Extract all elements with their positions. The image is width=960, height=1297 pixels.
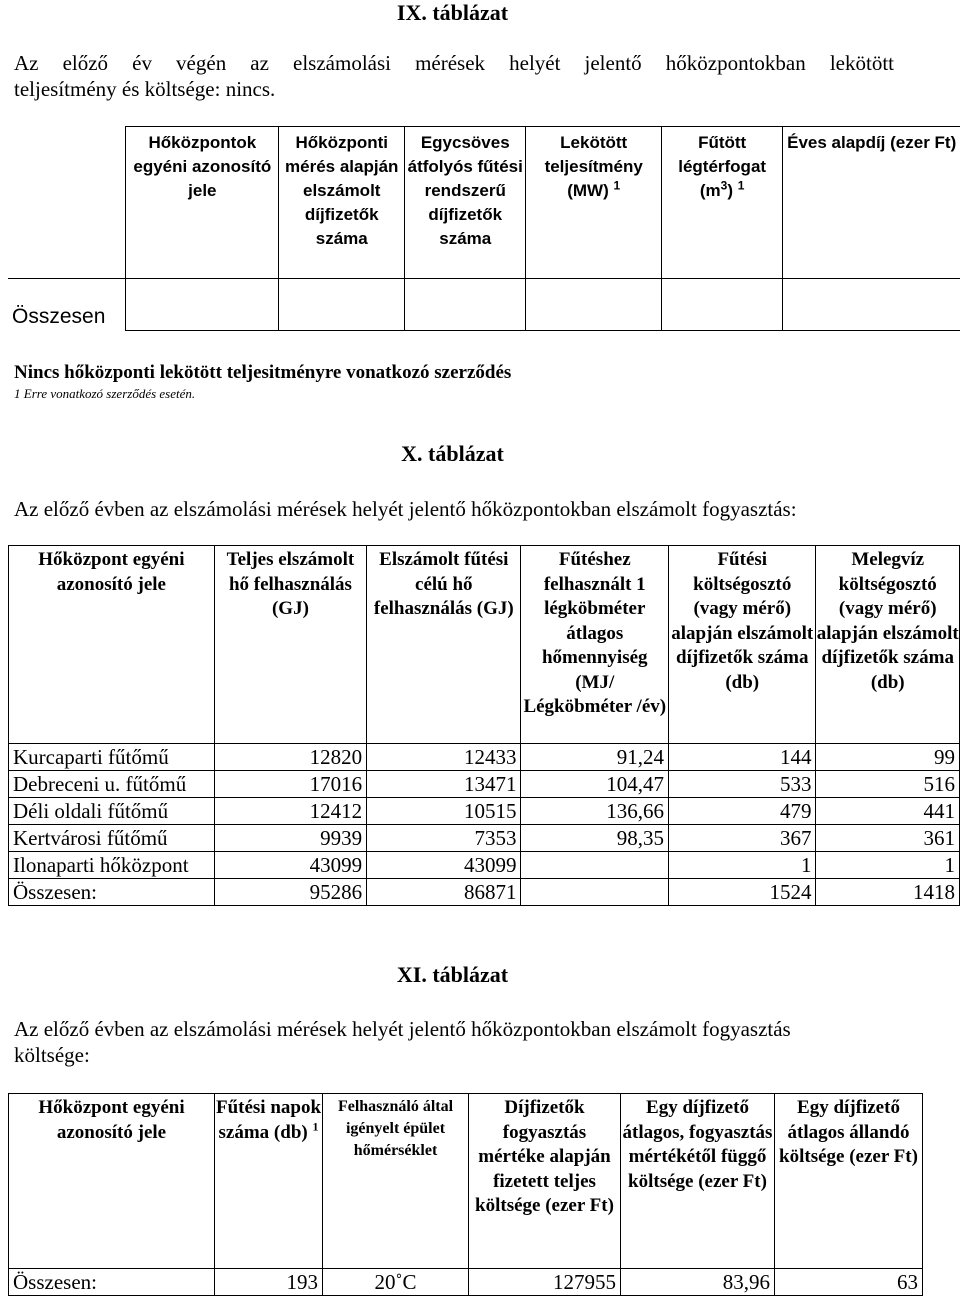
table-9-corner xyxy=(8,127,126,279)
table-10-header-total-heat: Teljes elszámolt hő felhasználás (GJ) xyxy=(214,546,366,744)
table-10-cell: Kurcaparti fűtőmű xyxy=(9,744,215,771)
table-11-cell: 127955 xyxy=(469,1269,621,1296)
table-10-cell: 13471 xyxy=(367,771,521,798)
table-10-cell: 95286 xyxy=(214,879,366,906)
table-10-cell: 91,24 xyxy=(521,744,669,771)
table-10-cell: 86871 xyxy=(367,879,521,906)
table-10-header-id: Hőközpont egyéni azonosító jele xyxy=(9,546,215,744)
table-11-header-id: Hőközpont egyéni azonosító jele xyxy=(9,1094,215,1269)
table-row xyxy=(9,798,960,825)
table-10-cell: 12820 xyxy=(214,744,366,771)
table-9-total-cell xyxy=(661,279,782,331)
table-9-header-capacity: Lekötött teljesítmény (MW) $^1$ xyxy=(526,127,661,279)
table-11 xyxy=(8,1093,923,1296)
table-11-header-avg-fixed-cost: Egy díjfizető átlagos állandó költsége (ezer Ft) xyxy=(775,1094,923,1269)
table-10-cell: 7353 xyxy=(367,825,521,852)
table-10-cell: Összesen: xyxy=(9,879,215,906)
table-10-cell: 1418 xyxy=(816,879,960,906)
table-10-cell: 441 xyxy=(816,798,960,825)
table-10-cell: 479 xyxy=(669,798,816,825)
table-10-title: X. táblázat xyxy=(401,441,504,466)
table-9-header-id: Hőközpontok egyéni azonosító jele xyxy=(126,127,279,279)
table-9-note: Nincs hőközponti lekötött teljesitményre vonatkozó szerződés xyxy=(14,362,512,383)
table-10-cell: Déli oldali fűtőmű xyxy=(9,798,215,825)
table-10-cell: 104,47 xyxy=(521,771,669,798)
table-10-cell: 43099 xyxy=(367,852,521,879)
table-row xyxy=(9,852,960,879)
table-10-cell: 12412 xyxy=(214,798,366,825)
table-10-cell: 1524 xyxy=(669,879,816,906)
table-9-title: IX. táblázat xyxy=(396,0,509,25)
table-10-cell: 516 xyxy=(816,771,960,798)
table-10-cell: 361 xyxy=(816,825,960,852)
table-10-header-heating-payers: Fűtési költségosztó (vagy mérő) alapján elszámolt díjfizetők száma (db) xyxy=(669,546,816,744)
table-11-title: XI. táblázat xyxy=(396,962,509,987)
table-10-cell: 144 xyxy=(669,744,816,771)
table-9-total-cell xyxy=(526,279,661,331)
table-10-cell: 533 xyxy=(669,771,816,798)
table-11-header-total-cost: Díjfizetők fogyasztás mértéke alapján fizetett teljes költsége (ezer Ft) xyxy=(469,1094,621,1269)
table-10-cell: 99 xyxy=(816,744,960,771)
table-row xyxy=(9,771,960,798)
table-10-header-avg-heat: Fűtéshez felhasznált 1 légköbméter átlagos hőmennyiség (MJ/ Légköbméter /év) xyxy=(521,546,669,744)
table-11-intro-line1: Az előző évben az elszámolási mérések helyét jelentő hőközpontokban elszámolt fogyasztás xyxy=(14,1017,791,1041)
table-10-cell: 98,35 xyxy=(521,825,669,852)
table-9-header-single-pipe: Egycsöves átfolyós fűtési rendszerű díjfizetők száma xyxy=(404,127,526,279)
table-9-total-cell xyxy=(783,279,960,331)
table-11-cell: 63 xyxy=(775,1269,923,1296)
table-9-intro-line1: Az előző év végén az elszámolási mérések helyét jelentő hőközpontokban lekötött xyxy=(14,51,894,75)
table-10 xyxy=(8,545,960,906)
table-10-cell: 43099 xyxy=(214,852,366,879)
table-10-cell: Kertvárosi fűtőmű xyxy=(9,825,215,852)
table-10-cell: 9939 xyxy=(214,825,366,852)
table-10-cell: 17016 xyxy=(214,771,366,798)
table-9-footnote: 1 Erre vonatkozó szerződés esetén. xyxy=(14,386,196,401)
table-11-cell: 193 xyxy=(215,1269,323,1296)
table-10-cell: Debreceni u. fűtőmű xyxy=(9,771,215,798)
table-10-cell: 1 xyxy=(669,852,816,879)
table-9-header-metered: Hőközponti mérés alapján elszámolt díjfizetők száma xyxy=(279,127,405,279)
table-10-cell: 12433 xyxy=(367,744,521,771)
table-11-cell: 83,96 xyxy=(621,1269,775,1296)
table-10-cell: 1 xyxy=(816,852,960,879)
table-10-cell: Ilonaparti hőközpont xyxy=(9,852,215,879)
table-9-total-cell xyxy=(279,279,405,331)
table-10-cell: 10515 xyxy=(367,798,521,825)
table-10-cell xyxy=(521,879,669,906)
table-row-total xyxy=(9,879,960,906)
table-9-header-fee: Éves alapdíj (ezer Ft) xyxy=(783,127,960,279)
table-11-cell: 20˚C xyxy=(323,1269,469,1296)
table-10-cell xyxy=(521,852,669,879)
table-9-header-volume: Fűtött légtérfogat $(m^3)$ $^1$ xyxy=(661,127,782,279)
table-10-intro: Az előző évben az elszámolási mérések helyét jelentő hőközpontokban elszámolt fogyasztás: xyxy=(14,497,797,521)
table-11-header-temperature: Felhasználó által igényelt épület hőmérséklet xyxy=(323,1094,469,1269)
table-9 xyxy=(8,126,960,331)
table-row xyxy=(9,825,960,852)
table-11-cell: Összesen: xyxy=(9,1269,215,1296)
table-11-header-days: Fűtési napok száma (db) $^1$ xyxy=(215,1094,323,1269)
table-11-intro-line2: költsége: xyxy=(14,1043,90,1067)
table-10-header-heating-heat: Elszámolt fűtési célú hő felhasználás (GJ) xyxy=(367,546,521,744)
table-9-total-cell xyxy=(404,279,526,331)
table-row xyxy=(9,744,960,771)
table-10-cell: 136,66 xyxy=(521,798,669,825)
table-10-cell: 367 xyxy=(669,825,816,852)
table-10-header-hot-water-payers: Melegvíz költségosztó (vagy mérő) alapján elszámolt díjfizetők száma (db) xyxy=(816,546,960,744)
table-9-total-cell xyxy=(126,279,279,331)
table-row-total xyxy=(9,1269,923,1296)
table-11-header-avg-variable-cost: Egy díjfizető átlagos, fogyasztás mértékétől függő költsége (ezer Ft) xyxy=(621,1094,775,1269)
table-9-total-label: Összesen xyxy=(8,279,126,331)
table-9-intro-line2: teljesítmény és költsége: nincs. xyxy=(14,77,276,101)
